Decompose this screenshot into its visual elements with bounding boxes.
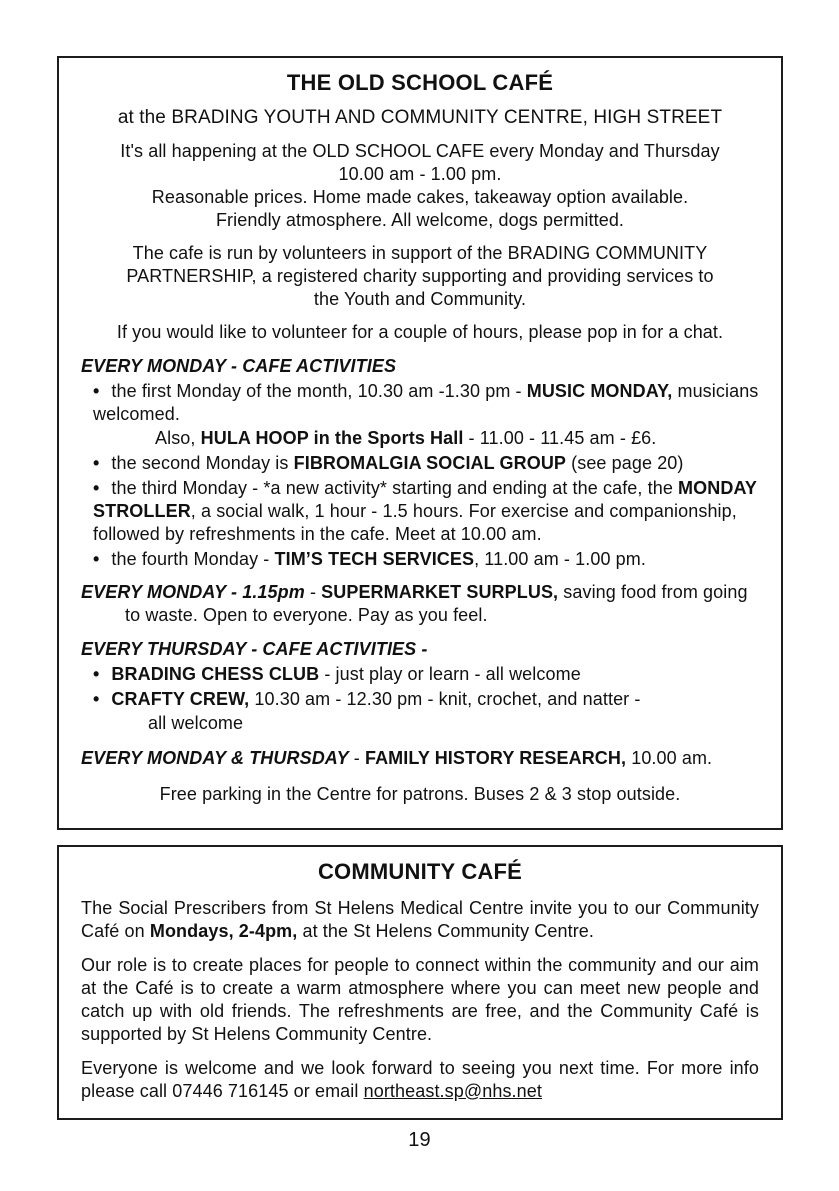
email-link[interactable]: northeast.sp@nhs.net [363, 1080, 542, 1101]
list-item-fibromalgia [81, 452, 759, 475]
paragraph-lead: EVERY MONDAY & THURSDAY [81, 747, 349, 768]
paragraph-separator: - [304, 582, 322, 603]
item-bold-text: HULA HOOP in the Sports Hall [200, 428, 464, 449]
supermarket-surplus-paragraph [81, 581, 759, 627]
paragraph-bold-text: Mondays, 2-4pm, [149, 920, 298, 941]
hula-hoop-line [155, 427, 759, 450]
item-text: the third Monday - *a new activity* starting and ending at the cafe, the [111, 478, 679, 499]
community-cafe-paragraph-2: Our role is to create places for people to connect within the community and our aim at the Café is to create a warm atmosphere where you can meet new people and catch up with old friends. The refreshments are free, and the Community Café is supported by St Helens Community Centre. [81, 954, 759, 1044]
item-text: 10.30 am - 12.30 pm - knit, crochet, and natter - [249, 689, 641, 710]
paragraph-text: Everyone is welcome and we look forward to seeing you next time. For more info please call 07446 716145 or email [81, 1057, 759, 1101]
charity-line-3: the Youth and Community. [313, 289, 527, 309]
community-cafe-section [57, 845, 783, 1120]
item-bold-text: FIBROMALGIA SOCIAL GROUP [293, 453, 567, 474]
paragraph-text: 10.00 am. [626, 747, 713, 768]
item-text: - just play or learn - all welcome [319, 664, 581, 685]
item-text: , a social walk, 1 hour - 1.5 hours. For exercise and companionship, followed by refreshments in the cafe. Meet at 10.00 am. [93, 501, 737, 545]
paragraph-bold-text: FAMILY HISTORY RESEARCH, [364, 747, 627, 768]
community-cafe-title: COMMUNITY CAFÉ [317, 859, 523, 884]
item-bold-text: TIM’S TECH SERVICES [274, 549, 475, 570]
list-item-music-monday [81, 380, 759, 450]
paragraph-text: The Social Prescribers from St Helens Medical Centre invite you to our Community Café on [81, 897, 759, 941]
paragraph-text: saving food from going to waste. Open to everyone. Pay as you feel. [125, 582, 748, 626]
list-item-chess-club [81, 663, 759, 686]
item-text: the fourth Monday - [111, 549, 275, 570]
thursday-activities-list [81, 663, 759, 734]
crafty-crew-line-2: all welcome [148, 712, 244, 733]
monday-activities-list [81, 380, 759, 571]
charity-line-1: The cafe is run by volunteers in support of the BRADING COMMUNITY [132, 242, 708, 263]
item-text: the second Monday is [111, 453, 294, 474]
intro-line-2: 10.00 am - 1.00 pm. [338, 163, 502, 184]
intro-line-3: Reasonable prices. Home made cakes, takeaway option available. [151, 186, 689, 207]
monday-activities-heading: EVERY MONDAY - CAFE ACTIVITIES [81, 356, 397, 377]
old-school-cafe-title: THE OLD SCHOOL CAFÉ [286, 70, 554, 95]
paragraph-lead: EVERY MONDAY - 1.15pm [81, 582, 305, 603]
item-text: the first Monday of the month, 10.30 am -1.30 pm - [111, 381, 527, 402]
item-text: , 11.00 am - 1.00 pm. [474, 549, 646, 570]
list-item-monday-stroller [81, 477, 759, 546]
intro-line-4: Friendly atmosphere. All welcome, dogs permitted. [215, 209, 625, 230]
intro-line-1: It's all happening at the OLD SCHOOL CAFE every Monday and Thursday [120, 140, 720, 161]
paragraph-bold-text: SUPERMARKET SURPLUS, [321, 582, 559, 603]
parking-paragraph: Free parking in the Centre for patrons. Buses 2 & 3 stop outside. [159, 783, 681, 804]
item-text: - 11.00 - 11.45 am - £6. [463, 428, 657, 449]
list-item-crafty-crew [81, 688, 759, 734]
item-bold-text: BRADING CHESS CLUB [111, 664, 320, 685]
volunteer-paragraph: If you would like to volunteer for a couple of hours, please pop in for a chat. [116, 322, 724, 343]
list-item-tims-tech [81, 548, 759, 571]
page-number: 19 [408, 1129, 431, 1151]
community-cafe-paragraph-1 [81, 897, 759, 943]
old-school-cafe-subtitle: at the BRADING YOUTH AND COMMUNITY CENTRE, HIGH STREET [117, 106, 723, 128]
item-bold-text: CRAFTY CREW, [111, 689, 250, 710]
item-text: (see page 20) [566, 453, 684, 474]
community-cafe-paragraph-3 [81, 1057, 759, 1103]
family-history-paragraph [81, 747, 759, 770]
paragraph-separator: - [348, 747, 365, 768]
item-text: Also, [155, 428, 201, 449]
paragraph-text: at the St Helens Community Centre. [297, 920, 595, 941]
thursday-activities-heading: EVERY THURSDAY - CAFE ACTIVITIES - [81, 639, 428, 660]
item-bold-text: MONDAY STROLLER [93, 478, 757, 522]
item-bold-text: MUSIC MONDAY, [526, 381, 673, 402]
old-school-cafe-section [57, 56, 783, 830]
intro-paragraph [81, 140, 759, 232]
item-text: musicians welcomed. [93, 381, 759, 425]
charity-paragraph [81, 242, 759, 311]
charity-line-2: PARTNERSHIP, a registered charity supporting and providing services to [126, 265, 714, 286]
